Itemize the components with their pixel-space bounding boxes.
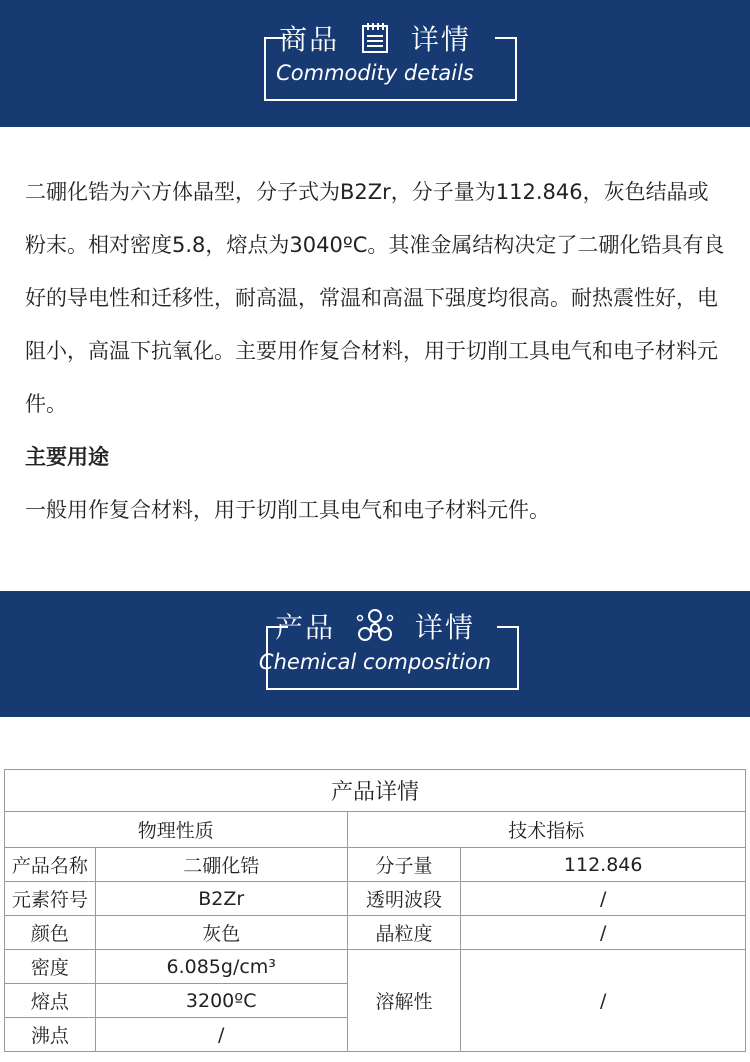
product-description xyxy=(25,166,725,537)
banner-title-left: 产品 xyxy=(275,611,336,644)
table-label: 晶粒度 xyxy=(347,916,461,950)
table-row xyxy=(5,882,746,916)
banner-subtitle-en: Chemical composition xyxy=(258,650,492,674)
table-value: / xyxy=(95,1018,347,1052)
table-value: 112.846 xyxy=(461,848,746,882)
table-value: 二硼化锆 xyxy=(95,848,347,882)
table-value: / xyxy=(461,916,746,950)
physical-properties-header: 物理性质 xyxy=(5,812,348,848)
banner-title-right: 详情 xyxy=(414,611,475,644)
table-value: / xyxy=(461,882,746,916)
banner-title-cn xyxy=(0,606,750,651)
banner-title-cn xyxy=(0,18,750,61)
commodity-details-banner xyxy=(0,0,750,127)
table-label: 沸点 xyxy=(5,1018,96,1052)
table-row xyxy=(5,848,746,882)
table-row xyxy=(5,950,746,984)
description-paragraph: 二硼化锆为六方体晶型，分子式为B2Zr，分子量为112.846，灰色结晶或粉末。相对密度5.8，熔点为3040ºC。其准金属结构决定了二硼化锆具有良好的导电性和迁移性，耐高温，常温和高温下强度均很高。耐热震性好，电阻小，高温下抗氧化。主要用作复合材料，用于切削工具电气和电子材料元件。 xyxy=(25,180,725,416)
usage-heading: 主要用途 xyxy=(25,445,109,469)
product-spec-table xyxy=(4,769,746,1052)
banner-subtitle-en: Commodity details xyxy=(276,61,474,85)
table-label: 产品名称 xyxy=(5,848,96,882)
table-label: 熔点 xyxy=(5,984,96,1018)
table-value: 6.085g/cm³ xyxy=(95,950,347,984)
molecule-icon xyxy=(356,608,394,651)
table-value: 灰色 xyxy=(95,916,347,950)
table-title: 产品详情 xyxy=(5,770,746,812)
banner-title-right: 详情 xyxy=(410,23,471,56)
table-label: 颜色 xyxy=(5,916,96,950)
technical-specs-header: 技术指标 xyxy=(347,812,745,848)
table-label: 元素符号 xyxy=(5,882,96,916)
table-value: B2Zr xyxy=(95,882,347,916)
table-label: 分子量 xyxy=(347,848,461,882)
table-label: 密度 xyxy=(5,950,96,984)
banner-title-left: 商品 xyxy=(279,23,340,56)
table-row xyxy=(5,916,746,950)
notepad-icon xyxy=(360,22,390,61)
table-value: 3200ºC xyxy=(95,984,347,1018)
usage-text: 一般用作复合材料，用于切削工具电气和电子材料元件。 xyxy=(25,498,550,522)
table-value: / xyxy=(461,950,746,1052)
table-label: 透明波段 xyxy=(347,882,461,916)
table-label: 溶解性 xyxy=(347,950,461,1052)
